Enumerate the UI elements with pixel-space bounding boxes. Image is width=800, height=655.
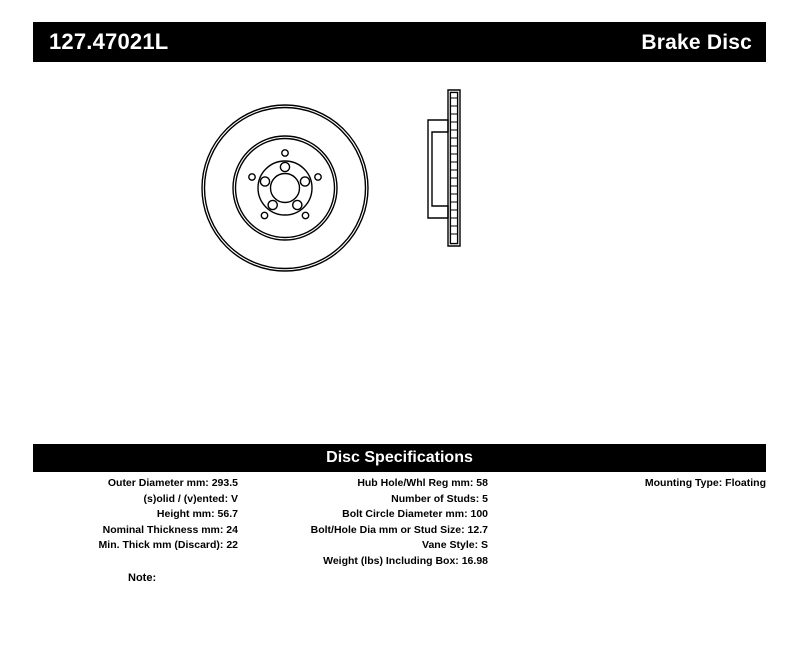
spec-item: Bolt Circle Diameter mm: 100 — [342, 508, 488, 520]
brake-rotor-drawing-svg — [160, 80, 640, 380]
spec-item: Height mm: 56.7 — [156, 508, 238, 520]
spec-item: Hub Hole/Whl Reg mm: 58 — [357, 477, 488, 489]
spec-item: Outer Diameter mm: 293.5 — [107, 477, 238, 489]
spec-item: (s)olid / (v)ented: V — [143, 492, 238, 505]
spec-title: Disc Specifications — [326, 449, 473, 466]
spec-column-1 — [33, 476, 238, 554]
product-type-label: Brake Disc — [641, 30, 752, 54]
spec-item: Number of Studs: 5 — [391, 492, 488, 505]
rotor-front-view — [202, 105, 368, 271]
spec-item: Nominal Thickness mm: 24 — [102, 523, 238, 536]
spec-item: Min. Thick mm (Discard): 22 — [98, 539, 238, 551]
header-bar — [33, 22, 766, 62]
spec-column-2 — [248, 476, 488, 569]
spec-item: Vane Style: S — [422, 539, 488, 551]
part-number: 127.47021L — [49, 29, 169, 54]
note-label: Note: — [128, 572, 157, 584]
spec-item: Bolt/Hole Dia mm or Stud Size: 12.7 — [310, 523, 488, 536]
brake-rotor-drawing — [160, 80, 640, 380]
rotor-side-profile-view — [428, 90, 460, 246]
spec-title-bar — [33, 444, 766, 472]
spec-column-3 — [513, 476, 766, 492]
spec-item: Mounting Type: Floating — [644, 477, 766, 489]
spec-area — [33, 476, 766, 586]
spec-item: Weight (lbs) Including Box: 16.98 — [323, 554, 488, 567]
